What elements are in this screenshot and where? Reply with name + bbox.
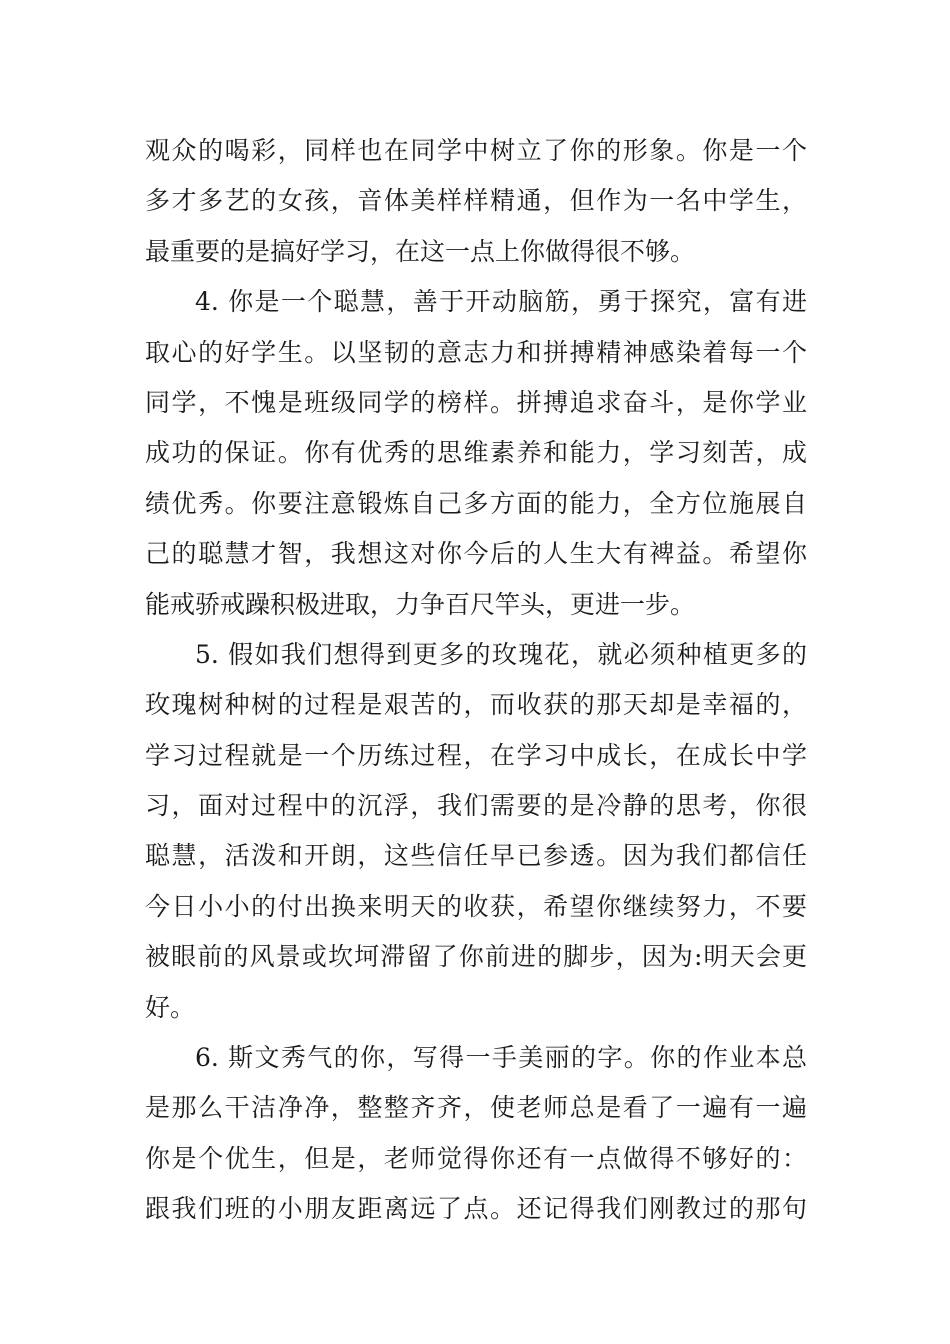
paragraph-5-start: 5. 假如我们想得到更多的玫瑰花，就必须种植更多的 xyxy=(195,639,807,669)
text-line: 己的聪慧才智，我想这对你今后的人生大有裨益。希望你 xyxy=(145,539,807,569)
text-line: 同学，不愧是班级同学的榜样。拼搏追求奋斗，是你学业 xyxy=(145,387,807,417)
text-line: 好。 xyxy=(145,992,196,1022)
text-line: 多才多艺的女孩，音体美样样精通，但作为一名中学生， xyxy=(145,186,807,216)
text-line: 跟我们班的小朋友距离远了点。还记得我们刚教过的那句 xyxy=(145,1194,807,1224)
text-line: 能戒骄戒躁积极进取，力争百尺竿头，更进一步。 xyxy=(145,589,696,619)
text-line: 聪慧，活泼和开朗，这些信任早已参透。因为我们都信任 xyxy=(145,841,807,871)
text-line: 学习过程就是一个历练过程，在学习中成长，在成长中学 xyxy=(145,740,807,770)
text-line: 你是个优生，但是，老师觉得你还有一点做得不够好的： xyxy=(145,1143,807,1173)
text-line: 绩优秀。你要注意锻炼自己多方面的能力，全方位施展自 xyxy=(145,488,807,518)
text-line: 最重要的是搞好学习，在这一点上你做得很不够。 xyxy=(145,236,696,266)
text-line: 玫瑰树种树的过程是艰苦的，而收获的那天却是幸福的， xyxy=(145,690,807,720)
text-line: 是那么干洁净净，整整齐齐，使老师总是看了一遍有一遍 xyxy=(145,1093,807,1123)
text-line: 成功的保证。你有优秀的思维素养和能力，学习刻苦，成 xyxy=(145,438,807,468)
text-line: 被眼前的风景或坎坷滞留了你前进的脚步，因为:明天会更 xyxy=(145,942,807,972)
paragraph-4-start: 4. 你是一个聪慧，善于开动脑筋，勇于探究，富有进 xyxy=(195,287,807,317)
text-line: 习，面对过程中的沉浮，我们需要的是冷静的思考，你很 xyxy=(145,791,807,821)
document-body xyxy=(145,126,807,1235)
text-line: 观众的喝彩，同样也在同学中树立了你的形象。你是一个 xyxy=(145,136,807,165)
paragraph-6-start: 6. 斯文秀气的你，写得一手美丽的字。你的作业本总 xyxy=(195,1043,807,1073)
text-line: 今日小小的付出换来明天的收获，希望你继续努力，不要 xyxy=(145,891,807,921)
text-line: 取心的好学生。以坚韧的意志力和拼搏精神感染着每一个 xyxy=(145,337,807,367)
